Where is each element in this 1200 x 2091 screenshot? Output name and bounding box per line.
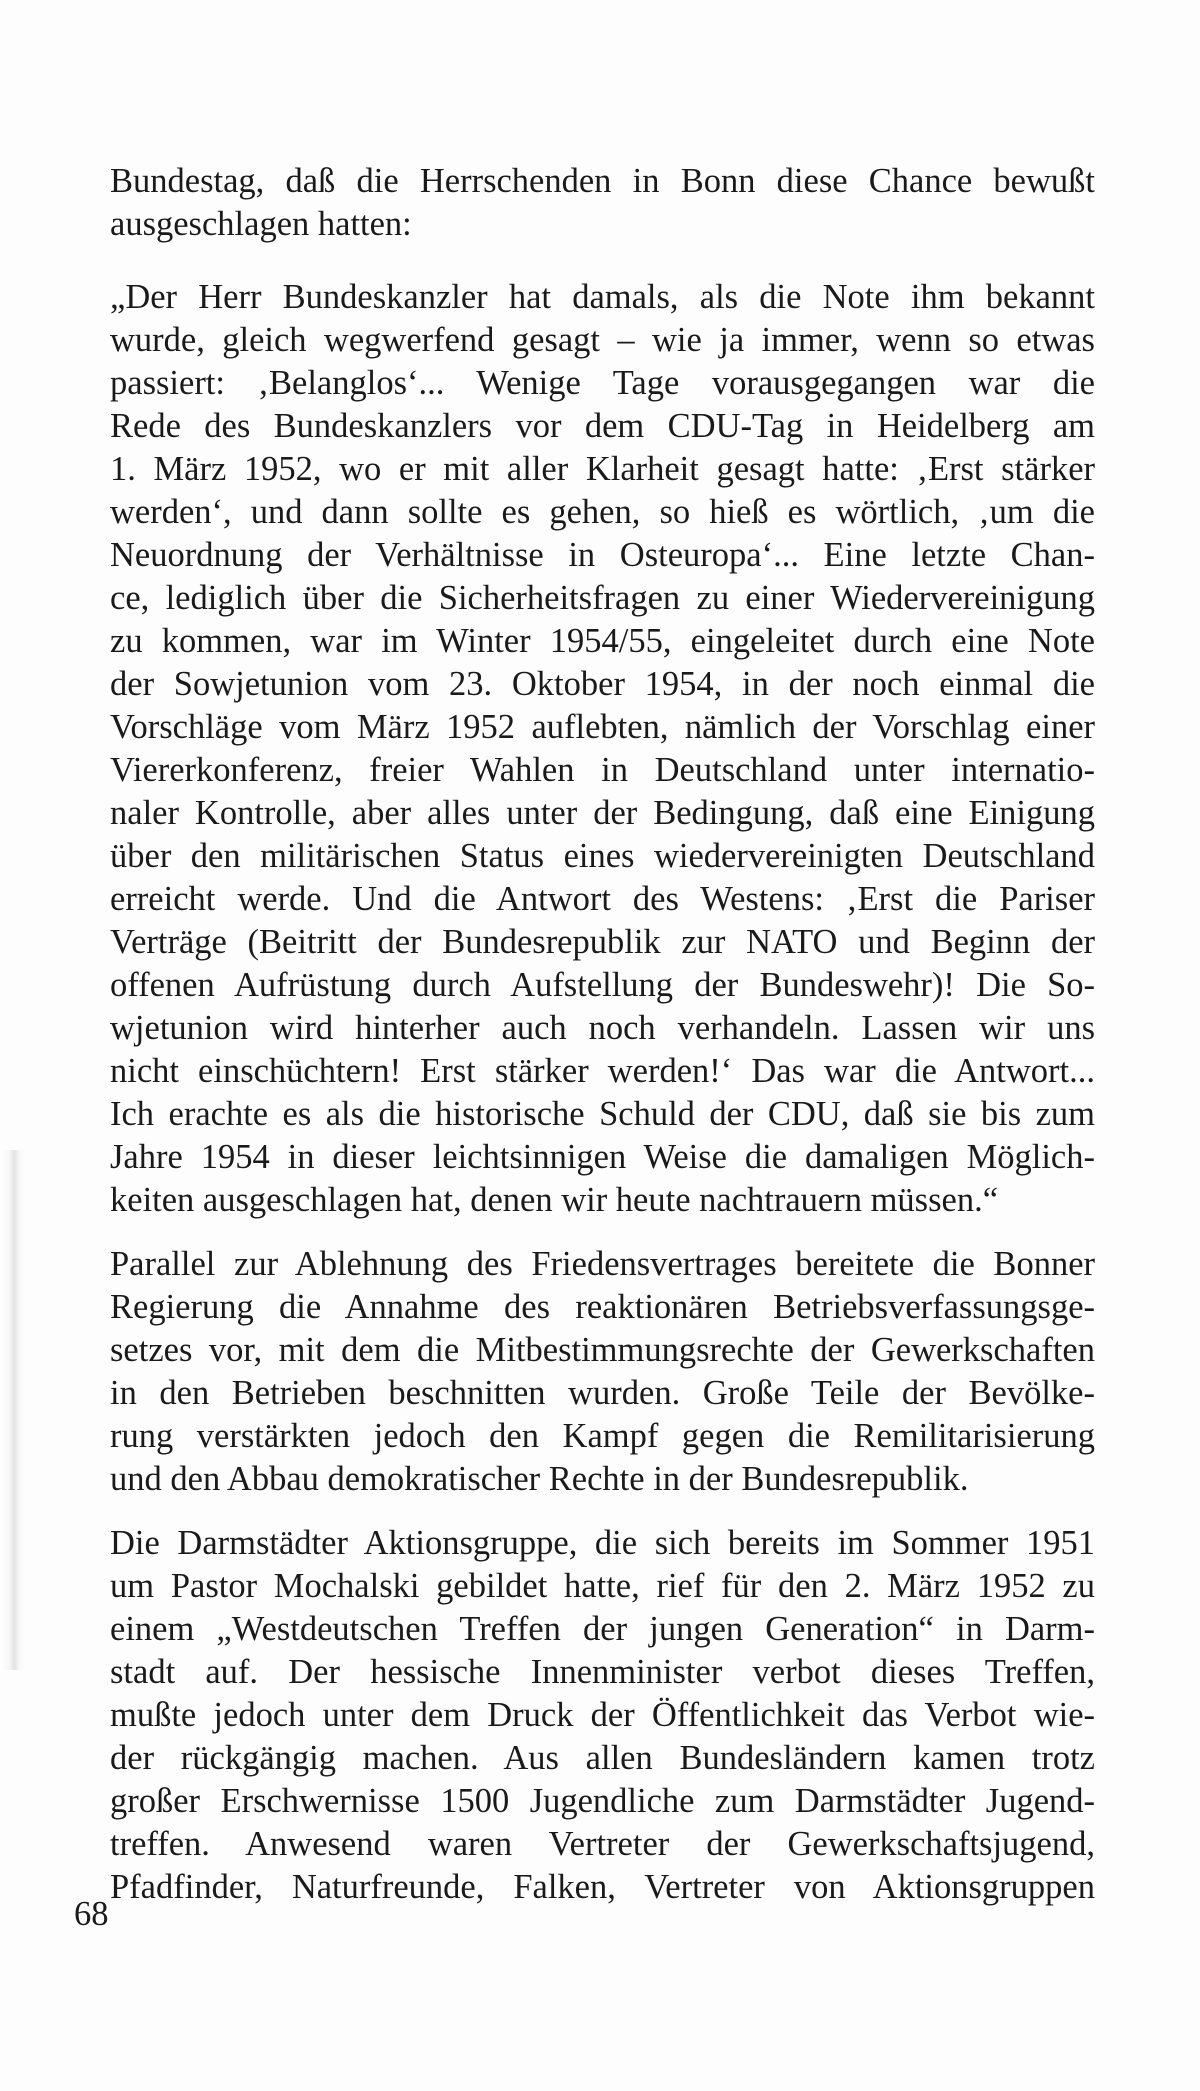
- text-line: erreicht werde. Und die Antwort des Westens: ‚Erst die Pariser: [110, 880, 1095, 918]
- text-line: Regierung die Annahme des reaktionären Betriebsverfassungsge-: [110, 1288, 1095, 1326]
- text-line: Viererkonferenz, freier Wahlen in Deutschland unter internatio-: [110, 751, 1095, 789]
- text-line: Pfadfinder, Naturfreunde, Falken, Vertreter von Aktionsgruppen: [110, 1868, 1095, 1906]
- text-line: zu kommen, war im Winter 1954/55, eingeleitet durch eine Note: [110, 622, 1095, 660]
- text-line: ausgeschlagen hatten:: [110, 205, 412, 243]
- paragraph-betriebsverfassung: [110, 1243, 1095, 1501]
- scan-binding-edge: [0, 1150, 26, 1670]
- text-line: setzes vor, mit dem die Mitbestimmungsrechte der Gewerkschaften: [110, 1331, 1095, 1369]
- text-line: „Der Herr Bundeskanzler hat damals, als die Note ihm bekannt: [110, 278, 1095, 316]
- text-line: rung verstärkten jedoch den Kampf gegen die Remilitarisierung: [110, 1417, 1095, 1455]
- text-line: großer Erschwernisse 1500 Jugendliche zum Darmstädter Jugend-: [110, 1782, 1095, 1820]
- text-line: nicht einschüchtern! Erst stärker werden!‘ Das war die Antwort...: [110, 1052, 1095, 1090]
- text-line: in den Betrieben beschnitten wurden. Große Teile der Bevölke-: [110, 1374, 1095, 1412]
- paragraph-darmstadt: [110, 1522, 1095, 1909]
- text-line: wjetunion wird hinterher auch noch verhandeln. Lassen wir uns: [110, 1009, 1095, 1047]
- text-line: Neuordnung der Verhältnisse in Osteuropa‘... Eine letzte Chan-: [110, 536, 1095, 574]
- text-line: Die Darmstädter Aktionsgruppe, die sich bereits im Sommer 1951: [110, 1524, 1095, 1562]
- text-line: um Pastor Mochalski gebildet hatte, rief für den 2. März 1952 zu: [110, 1567, 1095, 1605]
- text-line: Bundestag, daß die Herrschenden in Bonn diese Chance bewußt: [110, 162, 1095, 200]
- text-line: wurde, gleich wegwerfend gesagt – wie ja immer, wenn so etwas: [110, 321, 1095, 359]
- text-line: werden‘, und dann sollte es gehen, so hieß es wörtlich, ‚um die: [110, 493, 1095, 531]
- text-line: Rede des Bundeskanzlers vor dem CDU-Tag in Heidelberg am: [110, 407, 1095, 445]
- text-line: der rückgängig machen. Aus allen Bundesländern kamen trotz: [110, 1739, 1095, 1777]
- text-line: Verträge (Beitritt der Bundesrepublik zur NATO und Beginn der: [110, 923, 1095, 961]
- text-line: und den Abbau demokratischer Rechte in der Bundesrepublik.: [110, 1460, 969, 1498]
- page-body: [110, 160, 1095, 1909]
- text-line: ce, lediglich über die Sicherheitsfragen zu einer Wiedervereinigung: [110, 579, 1095, 617]
- text-line: passiert: ‚Belanglos‘... Wenige Tage vorausgegangen war die: [110, 364, 1095, 402]
- text-line: Ich erachte es als die historische Schuld der CDU, daß sie bis zum: [110, 1095, 1095, 1133]
- text-line: treffen. Anwesend waren Vertreter der Gewerkschaftsjugend,: [110, 1825, 1095, 1863]
- paragraph-quote: [110, 276, 1095, 1222]
- text-line: einem „Westdeutschen Treffen der jungen Generation“ in Darm-: [110, 1610, 1095, 1648]
- text-line: naler Kontrolle, aber alles unter der Bedingung, daß eine Einigung: [110, 794, 1095, 832]
- text-line: Jahre 1954 in dieser leichtsinnigen Weise die damaligen Möglich-: [110, 1138, 1095, 1176]
- text-line: Parallel zur Ablehnung des Friedensvertrages bereitete die Bonner: [110, 1245, 1095, 1283]
- text-line: der Sowjetunion vom 23. Oktober 1954, in der noch einmal die: [110, 665, 1095, 703]
- text-line: stadt auf. Der hessische Innenminister verbot dieses Treffen,: [110, 1653, 1095, 1691]
- paragraph-intro: [110, 160, 1095, 246]
- text-line: keiten ausgeschlagen hat, denen wir heute nachtrauern müssen.“: [110, 1181, 999, 1219]
- text-line: mußte jedoch unter dem Druck der Öffentlichkeit das Verbot wie-: [110, 1696, 1095, 1734]
- text-line: offenen Aufrüstung durch Aufstellung der Bundeswehr)! Die So-: [110, 966, 1095, 1004]
- text-line: 1. März 1952, wo er mit aller Klarheit gesagt hatte: ‚Erst stärker: [110, 450, 1095, 488]
- text-line: Vorschläge vom März 1952 auflebten, nämlich der Vorschlag einer: [110, 708, 1095, 746]
- page-number: 68: [74, 1895, 109, 1933]
- text-line: über den militärischen Status eines wiedervereinigten Deutschland: [110, 837, 1095, 875]
